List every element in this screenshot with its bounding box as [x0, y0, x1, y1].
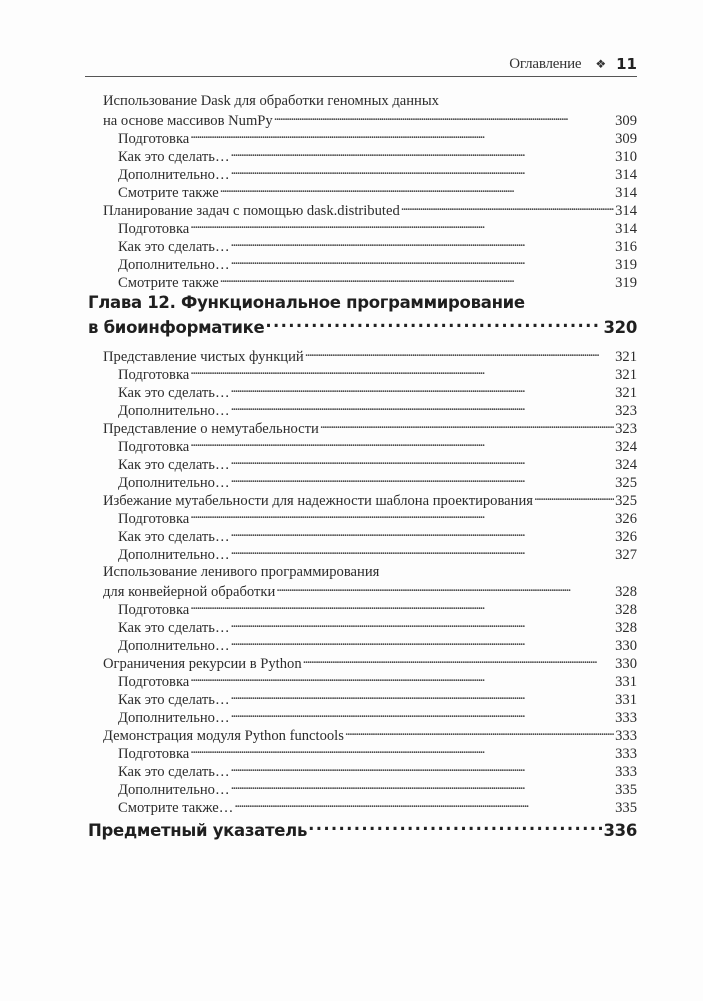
toc-chapter-entry[interactable]	[88, 316, 637, 339]
dot-leader	[231, 382, 615, 397]
dot-leader	[231, 707, 615, 722]
toc-entry-page: 324	[615, 456, 637, 473]
dot-leader	[231, 236, 615, 251]
dot-leader	[231, 146, 615, 161]
toc-entry[interactable]	[103, 563, 379, 581]
toc-entry-title: Как это сделать…	[118, 384, 230, 401]
dot-leader	[534, 490, 614, 505]
dot-leader	[190, 218, 614, 233]
toc-entry[interactable]	[118, 526, 637, 546]
toc-entry-title: Избежание мутабельности для надежности шаблона проектирования	[103, 492, 533, 509]
toc-entry-page: 314	[615, 202, 637, 219]
toc-entry-title: Дополнительно…	[118, 637, 230, 654]
toc-entry-title: Смотрите также	[118, 274, 219, 291]
toc-entry-page: 314	[615, 184, 637, 201]
toc-entry-title: Дополнительно…	[118, 709, 230, 726]
toc-entry[interactable]	[118, 146, 637, 166]
toc-entry[interactable]	[118, 508, 637, 528]
toc-entry[interactable]	[103, 581, 637, 601]
toc-entry-title: Подготовка	[118, 220, 190, 237]
toc-entry-page: 335	[615, 799, 637, 816]
toc-entry[interactable]	[118, 400, 637, 420]
toc-entry[interactable]	[118, 164, 637, 184]
toc-entry-title: Как это сделать…	[118, 456, 230, 473]
toc-entry[interactable]	[103, 92, 439, 110]
header-page-number: 11	[616, 55, 637, 73]
toc-entry-page: 333	[615, 709, 637, 726]
running-header	[85, 52, 637, 77]
toc-entry-page: 314	[615, 166, 637, 183]
dot-leader	[234, 797, 614, 812]
toc-entry-title: Подготовка	[118, 510, 190, 527]
toc-entry-page: 328	[615, 619, 637, 636]
dot-leader	[190, 128, 614, 143]
toc-entry-title: Представление чистых функций	[103, 348, 304, 365]
toc-entry-page: 323	[615, 402, 637, 419]
toc-entry-page: 331	[615, 691, 637, 708]
toc-entry-title: Как это сделать…	[118, 763, 230, 780]
toc-entry-title: Дополнительно…	[118, 781, 230, 798]
toc-entry-title: Ограничения рекурсии в Python	[103, 655, 302, 672]
toc-entry[interactable]	[118, 743, 637, 763]
toc-entry-page: 326	[615, 510, 637, 527]
toc-entry[interactable]	[118, 218, 637, 238]
toc-entry[interactable]	[118, 272, 637, 292]
toc-entry-page: 321	[615, 366, 637, 383]
toc-entry-title: для конвейерной обработки	[103, 583, 276, 600]
toc-entry-page: 325	[615, 474, 637, 491]
dot-leader	[231, 454, 615, 469]
toc-entry[interactable]	[118, 689, 637, 709]
toc-entry-page: 309	[615, 112, 637, 129]
ornament-icon: ❖	[595, 57, 607, 71]
dot-leader	[276, 581, 614, 596]
toc-entry-page: 333	[615, 763, 637, 780]
header-section-title: Оглавление	[509, 55, 582, 72]
toc-entry-page: 325	[615, 492, 637, 509]
toc-entry-title: Подготовка	[118, 745, 190, 762]
toc-entry-title: Подготовка	[118, 601, 190, 618]
dot-leader	[305, 346, 614, 361]
toc-entry[interactable]	[103, 418, 637, 438]
dot-leader	[231, 544, 615, 559]
dot-leader	[190, 436, 614, 451]
toc-entry-title: Как это сделать…	[118, 148, 230, 165]
dot-leader	[231, 526, 615, 541]
toc-entry-page: 324	[615, 438, 637, 455]
toc-entry-page: 309	[615, 130, 637, 147]
toc-entry-title: Дополнительно…	[118, 256, 230, 273]
toc-entry[interactable]	[118, 761, 637, 781]
toc-entry[interactable]	[118, 707, 637, 727]
toc-entry-page: 333	[615, 745, 637, 762]
toc-entry-page: 321	[615, 348, 637, 365]
toc-entry-title: Как это сделать…	[118, 619, 230, 636]
toc-entry-page: 328	[615, 601, 637, 618]
toc-entry-page: 336	[603, 820, 637, 840]
dot-leader	[231, 761, 615, 776]
dot-leader	[265, 316, 602, 333]
toc-entry-title: Подготовка	[118, 438, 190, 455]
toc-entry[interactable]	[118, 454, 637, 474]
toc-entry-title: Дополнительно…	[118, 402, 230, 419]
dot-leader	[231, 779, 615, 794]
dot-leader	[308, 819, 602, 836]
toc-entry-title: Подготовка	[118, 130, 190, 147]
dot-leader	[231, 689, 615, 704]
dot-leader	[231, 164, 615, 179]
dot-leader	[220, 182, 614, 197]
toc-entry-title: Глава 12. Функциональное программирование	[88, 293, 525, 312]
toc-entry-page: 320	[603, 317, 637, 337]
toc-entry-title: Как это сделать…	[118, 691, 230, 708]
toc-entry-title: Подготовка	[118, 366, 190, 383]
dot-leader	[231, 635, 615, 650]
toc-entry[interactable]	[103, 110, 637, 130]
dot-leader	[303, 653, 614, 668]
toc-entry-page: 323	[615, 420, 637, 437]
toc-entry-title: Дополнительно…	[118, 166, 230, 183]
dot-leader	[190, 364, 614, 379]
dot-leader	[220, 272, 614, 287]
toc-entry-title: Как это сделать…	[118, 238, 230, 255]
toc-entry[interactable]	[118, 254, 637, 274]
toc-entry-title: Дополнительно…	[118, 546, 230, 563]
toc-entry[interactable]	[118, 182, 637, 202]
toc-entry-title: Использование ленивого программирования	[103, 564, 380, 580]
toc-entry[interactable]	[103, 346, 637, 366]
toc-entry-page: 328	[615, 583, 637, 600]
toc-chapter-entry[interactable]	[88, 819, 637, 842]
toc-entry-title: в биоинформатике	[88, 317, 265, 337]
toc-entry[interactable]	[118, 236, 637, 256]
toc-entry-title: Демонстрация модуля Python functools	[103, 727, 344, 744]
toc-entry-page: 335	[615, 781, 637, 798]
toc-entry-title: Подготовка	[118, 673, 190, 690]
toc-entry-title: Смотрите также…	[118, 799, 234, 816]
dot-leader	[190, 508, 614, 523]
toc-entry-page: 319	[615, 256, 637, 273]
toc-entry-page: 331	[615, 673, 637, 690]
toc-entry[interactable]	[103, 490, 637, 510]
toc-entry[interactable]	[118, 779, 637, 799]
toc-entry[interactable]	[118, 128, 637, 148]
toc-entry-page: 333	[615, 727, 637, 744]
toc-entry-page: 310	[615, 148, 637, 165]
toc-entry-title: Представление о немутабельности	[103, 420, 319, 437]
toc-entry-title: Дополнительно…	[118, 474, 230, 491]
toc-entry-page: 314	[615, 220, 637, 237]
toc-entry[interactable]	[118, 436, 637, 456]
dot-leader	[190, 743, 614, 758]
dot-leader	[190, 671, 614, 686]
toc-entry[interactable]	[118, 617, 637, 637]
toc-entry-page: 319	[615, 274, 637, 291]
dot-leader	[231, 617, 615, 632]
toc-entry-title: Использование Dask для обработки геномных данных	[103, 93, 439, 109]
toc-entry[interactable]	[103, 653, 637, 673]
dot-leader	[231, 400, 615, 415]
toc-entry[interactable]	[118, 382, 637, 402]
toc-entry[interactable]	[118, 544, 637, 564]
toc-entry[interactable]	[118, 472, 637, 492]
toc-entry-title: на основе массивов NumPy	[103, 112, 273, 129]
toc-entry-page: 327	[615, 546, 637, 563]
toc-entry[interactable]	[118, 599, 637, 619]
dot-leader	[231, 472, 615, 487]
dot-leader	[345, 725, 614, 740]
toc-entry-title: Предметный указатель	[88, 820, 308, 840]
dot-leader	[320, 418, 614, 433]
toc-entry[interactable]	[103, 200, 637, 220]
toc-entry[interactable]	[103, 725, 637, 745]
toc-entry[interactable]	[118, 797, 637, 817]
dot-leader	[401, 200, 614, 215]
dot-leader	[231, 254, 615, 269]
toc-entry-title: Как это сделать…	[118, 528, 230, 545]
toc-entry-page: 330	[615, 655, 637, 672]
toc-entry[interactable]	[118, 364, 637, 384]
toc-entry-page: 326	[615, 528, 637, 545]
toc-entry-title: Смотрите также	[118, 184, 219, 201]
dot-leader	[190, 599, 614, 614]
toc-entry[interactable]	[118, 671, 637, 691]
toc-chapter-entry[interactable]	[88, 292, 525, 314]
dot-leader	[274, 110, 614, 125]
toc-entry-page: 330	[615, 637, 637, 654]
toc-entry-page: 316	[615, 238, 637, 255]
toc-entry-title: Планирование задач с помощью dask.distributed	[103, 202, 400, 219]
toc-entry-page: 321	[615, 384, 637, 401]
toc-entry[interactable]	[118, 635, 637, 655]
